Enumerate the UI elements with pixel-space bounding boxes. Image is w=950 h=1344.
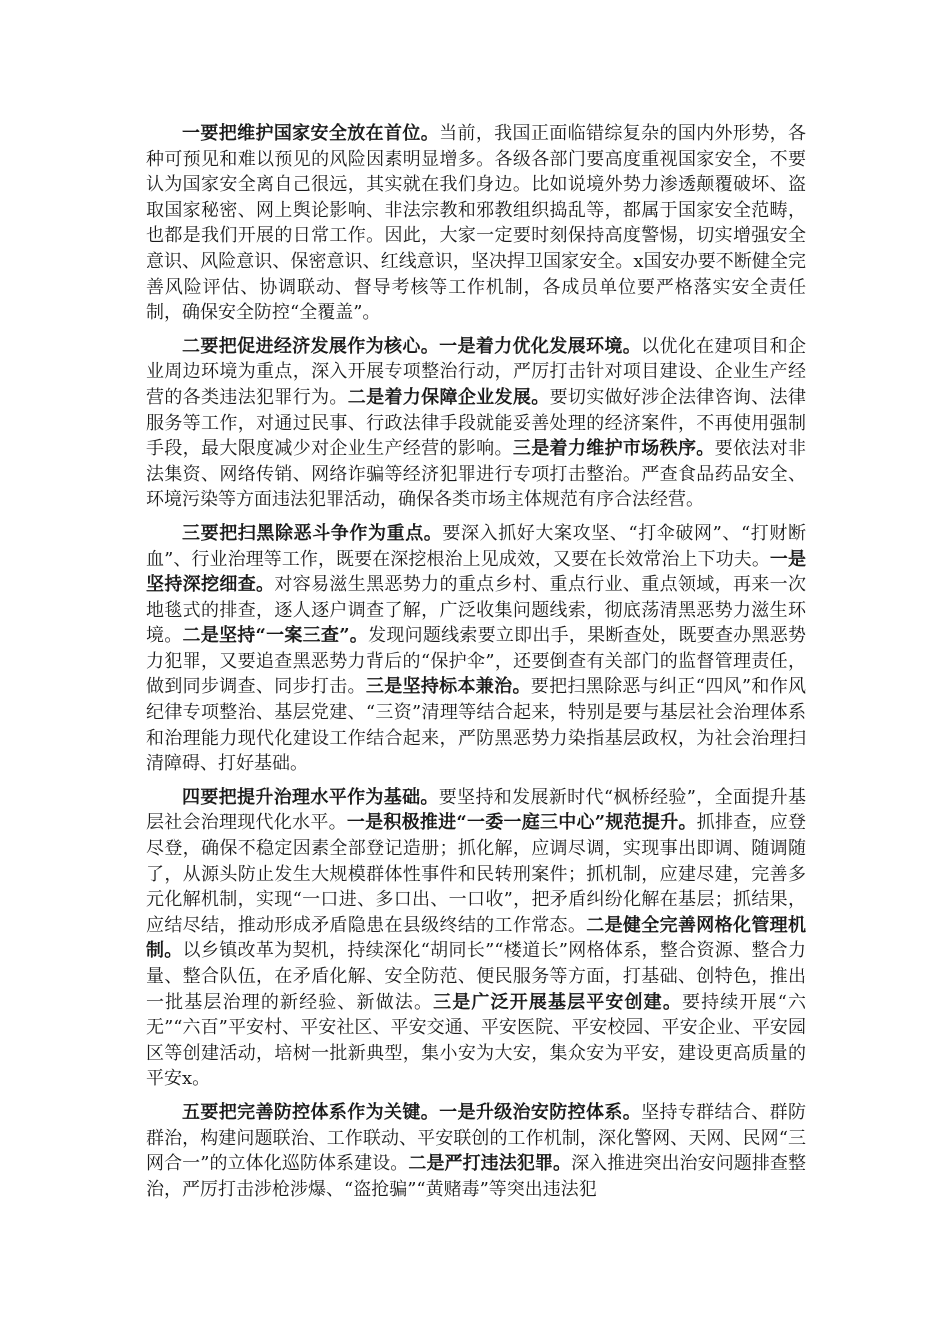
paragraph-text: 深入推进突出治安问题排查整治，严厉打击涉枪涉爆、“盗抢骗”“黄赌毒”等突出违法犯: [146, 1153, 807, 1200]
subheading: 三是着力维护市场秩序。: [512, 438, 715, 460]
subheading: 二是坚持“一案三查”。: [182, 625, 369, 647]
heading-prevention-system: 五要把完善防控体系作为关键。一是升级治安防控体系。: [182, 1101, 642, 1123]
paragraph-text: 对容易滋生黑恶势力的重点乡村、重点行业、重点领域，再来一次地毯式的排查，逐人逐户调查了解，广泛收集问题线索，彻底荡清黑恶势力滋生环境。: [146, 574, 807, 647]
document-body: [146, 121, 806, 1210]
paragraph-text: 要把扫黑除恶与纠正“四风”和作风纪律专项整治、基层党建、“三资”清理等结合起来，特别是要与基层社会治理体系和治理能力现代化建设工作结合起来，严防黑恶势力染指基层政权，为社会治理扫清障碍、打好基础。: [146, 676, 807, 775]
subheading: 三是坚持标本兼治。: [365, 676, 531, 698]
subheading: 一是积极推进“一委一庭三中心”规范提升。: [346, 812, 697, 834]
paragraph-economic-development: [146, 334, 806, 513]
subheading: 三是广泛开展基层平安创建。: [433, 991, 682, 1013]
paragraph-text: 以乡镇改革为契机，持续深化“胡同长”“楼道长”网格体系，整合资源、整合力量、整合队伍，在矛盾化解、安全防范、便民服务等方面，打基础、创特色，推出一批基层治理的新经验、新做法。: [146, 940, 806, 1013]
heading-anti-crime: 三要把扫黑除恶斗争作为重点。: [182, 522, 443, 544]
paragraph-anti-crime: [146, 521, 806, 777]
subheading: 二是健全完善网格化管理机制。: [146, 914, 807, 962]
paragraph-text: 抓排查，应登尽登，确保不稳定因素全部登记造册；抓化解，应调尽调，实现事出即调、随调随了，从源头防止发生大规模群体性事件和民转刑案件；抓机制，应建尽建，完善多元化解机制，实现“一口进、多口出、一口收”，把矛盾纠纷化解在基层；抓结果，应结尽结，推动形成矛盾隐患在县级终结的工作常态。: [146, 812, 807, 936]
heading-economic-development: 二要把促进经济发展作为核心。一是着力优化发展环境。: [182, 335, 642, 357]
paragraph-prevention-system: [146, 1100, 806, 1202]
paragraph-text: 发现问题线索要立即出手，果断查处，既要查办黑恶势力犯罪，又要追查黑恶势力背后的“保护伞”，还要倒查有关部门的监督管理责任，做到同步调查、同步打击。: [146, 625, 806, 698]
paragraph-text: 要切实做好涉企法律咨询、法律服务等工作，对通过民事、行政法律手段就能妥善处理的经济案件，不再使用强制手段，最大限度减少对企业生产经营的影响。: [146, 386, 807, 460]
paragraph-text: 坚持专群结合、群防群治，构建问题联治、工作联动、平安联创的工作机制，深化警网、天网、民网“三网合一”的立体化巡防体系建设。: [146, 1101, 807, 1175]
subheading: 二是着力保障企业发展。: [347, 386, 550, 408]
paragraph-text: 要深入抓好大案攻坚、“打伞破网”、“打财断血”、行业治理等工作，既要在深挖根治上见成效，又要在长效常治上下功夫。: [146, 522, 807, 570]
subheading: 二是严打违法犯罪。: [408, 1153, 572, 1175]
paragraph-governance: [146, 785, 806, 1092]
paragraph-text: 要坚持和发展新时代“枫桥经验”，全面提升基层社会治理现代化水平。: [146, 786, 807, 834]
paragraph-text: 以优化在建项目和企业周边环境为重点，深入开展专项整治行动，严厉打击针对项目建设、企业生产经营的各类违法犯罪行为。: [146, 335, 807, 408]
heading-national-security: 一要把维护国家安全放在首位。: [182, 123, 440, 144]
paragraph-national-security: [146, 121, 806, 326]
paragraph-text: 当前，我国正面临错综复杂的国内外形势，各种可预见和难以预见的风险因素明显增多。各级各部门要高度重视国家安全，不要认为国家安全离自己很远，其实就在我们身边。比如说境外势力渗透颠覆破坏、盗取国家秘密、网上舆论影响、非法宗教和邪教组织捣乱等，都属于国家安全范畴，也都是我们开展的日常工作。因此，大家一定要时刻保持高度警惕，切实增强安全意识、风险意识、保密意识、红线意识，坚决捍卫国家安全。x国安办要不断健全完善风险评估、协调联动、督导考核等工作机制，各成员单位要严格落实安全责任制，确保安全防控“全覆盖”。: [146, 123, 807, 324]
paragraph-text: 要依法对非法集资、网络传销、网络诈骗等经济犯罪进行专项打击整治。严查食品药品安全、环境污染等方面违法犯罪活动，确保各类市场主体规范有序合法经营。: [146, 438, 807, 511]
paragraph-text: 要持续开展“六无”“六百”平安村、平安社区、平安交通、平安医院、平安校园、平安企业、平安园区等创建活动，培树一批新典型，集小安为大安，集众安为平安，建设更高质量的平安x。: [146, 991, 807, 1090]
subheading: 一是坚持深挖细查。: [146, 548, 806, 596]
heading-governance: 四要把提升治理水平作为基础。: [182, 786, 439, 808]
